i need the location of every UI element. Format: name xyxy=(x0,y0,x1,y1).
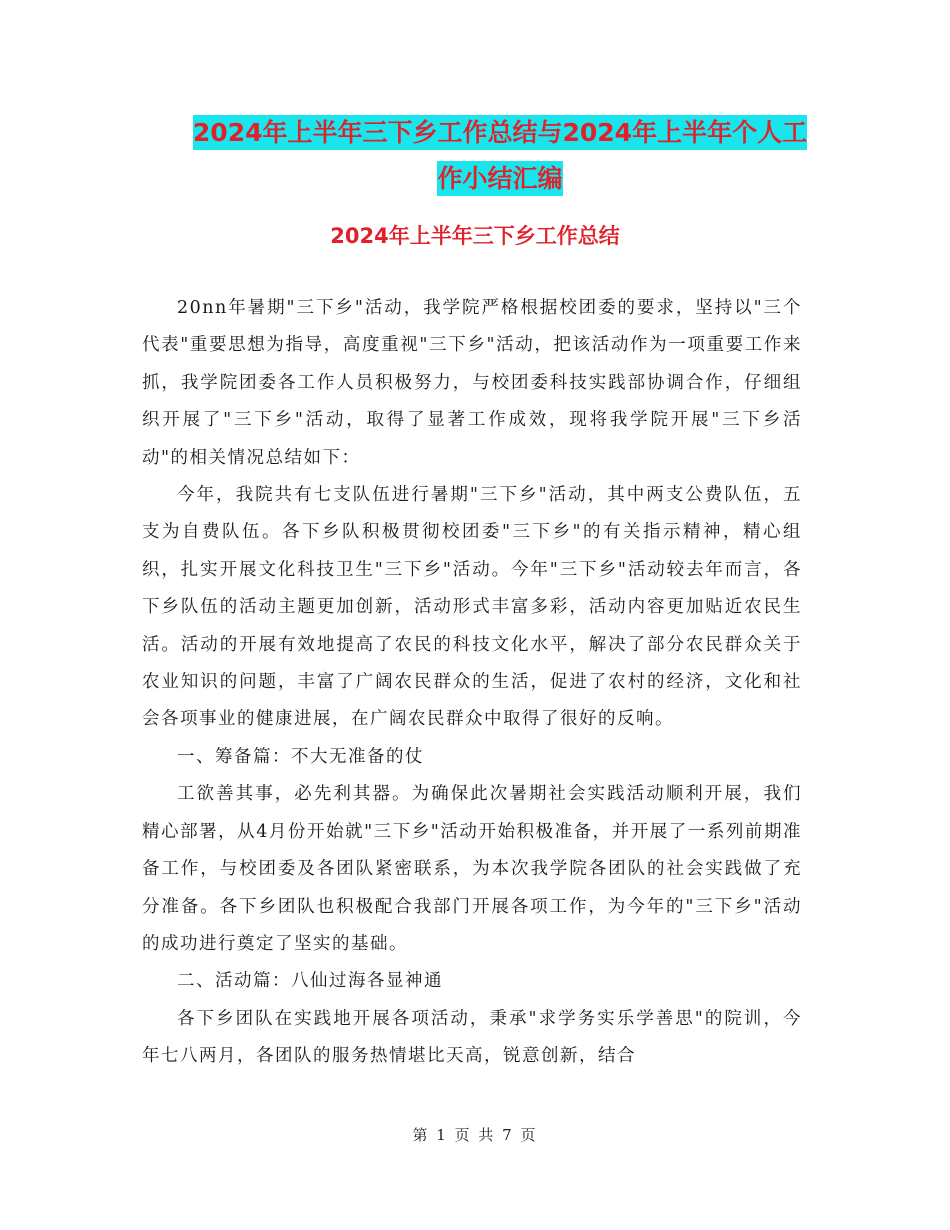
document-body xyxy=(142,290,802,1076)
paragraph: 工欲善其事，必先利其器。为确保此次暑期社会实践活动顺利开展，我们精心部署，从4月份开始就"三下乡"活动开始积极准备，并开展了一系列前期准备工作，与校团委及各团队紧密联系，为本次我学院各团队的社会实践做了充分准备。各下乡团队也积极配合我部门开展各项工作，为今年的"三下乡"活动的成功进行奠定了坚实的基础。 xyxy=(142,784,802,954)
paragraph: 各下乡团队在实践地开展各项活动，秉承"求学务实乐学善思"的院训，今年七八两月，各团队的服务热情堪比天高，锐意创新，结合 xyxy=(142,1008,802,1067)
document-title-line-1: 2024年上半年三下乡工作总结与2024年上半年个人工 xyxy=(193,115,807,150)
subheading: 二、活动篇：八仙过海各显神通 xyxy=(177,971,443,992)
section-title: 2024年上半年三下乡工作总结 xyxy=(330,224,620,248)
subheading: 一、筹备篇：不大无准备的仗 xyxy=(177,746,424,767)
paragraph: 20nn年暑期"三下乡"活动，我学院严格根据校团委的要求，坚持以"三个代表"重要思想为指导，高度重视"三下乡"活动，把该活动作为一项重要工作来抓，我学院团委各工作人员积极努力，与校团委科技实践部协调合作，仔细组织开展了"三下乡"活动，取得了显著工作成效，现将我学院开展"三下乡活动"的相关情况总结如下： xyxy=(142,298,802,468)
paragraph: 今年，我院共有七支队伍进行暑期"三下乡"活动，其中两支公费队伍，五支为自费队伍。各下乡队积极贯彻校团委"三下乡"的有关指示精神，精心组织，扎实开展文化科技卫生"三下乡"活动。今年"三下乡"活动较去年而言，各下乡队伍的活动主题更加创新，活动形式丰富多彩，活动内容更加贴近农民生活。活动的开展有效地提高了农民的科技文化水平，解决了部分农民群众关于农业知识的问题，丰富了广阔农民群众的生活，促进了农村的经济，文化和社会各项事业的健康进展，在广阔农民群众中取得了很好的反响。 xyxy=(142,485,802,730)
document-title-line-2: 作小结汇编 xyxy=(437,161,562,196)
page-footer: 第 1 页 共 7 页 xyxy=(412,1126,538,1144)
document-title xyxy=(140,110,860,202)
